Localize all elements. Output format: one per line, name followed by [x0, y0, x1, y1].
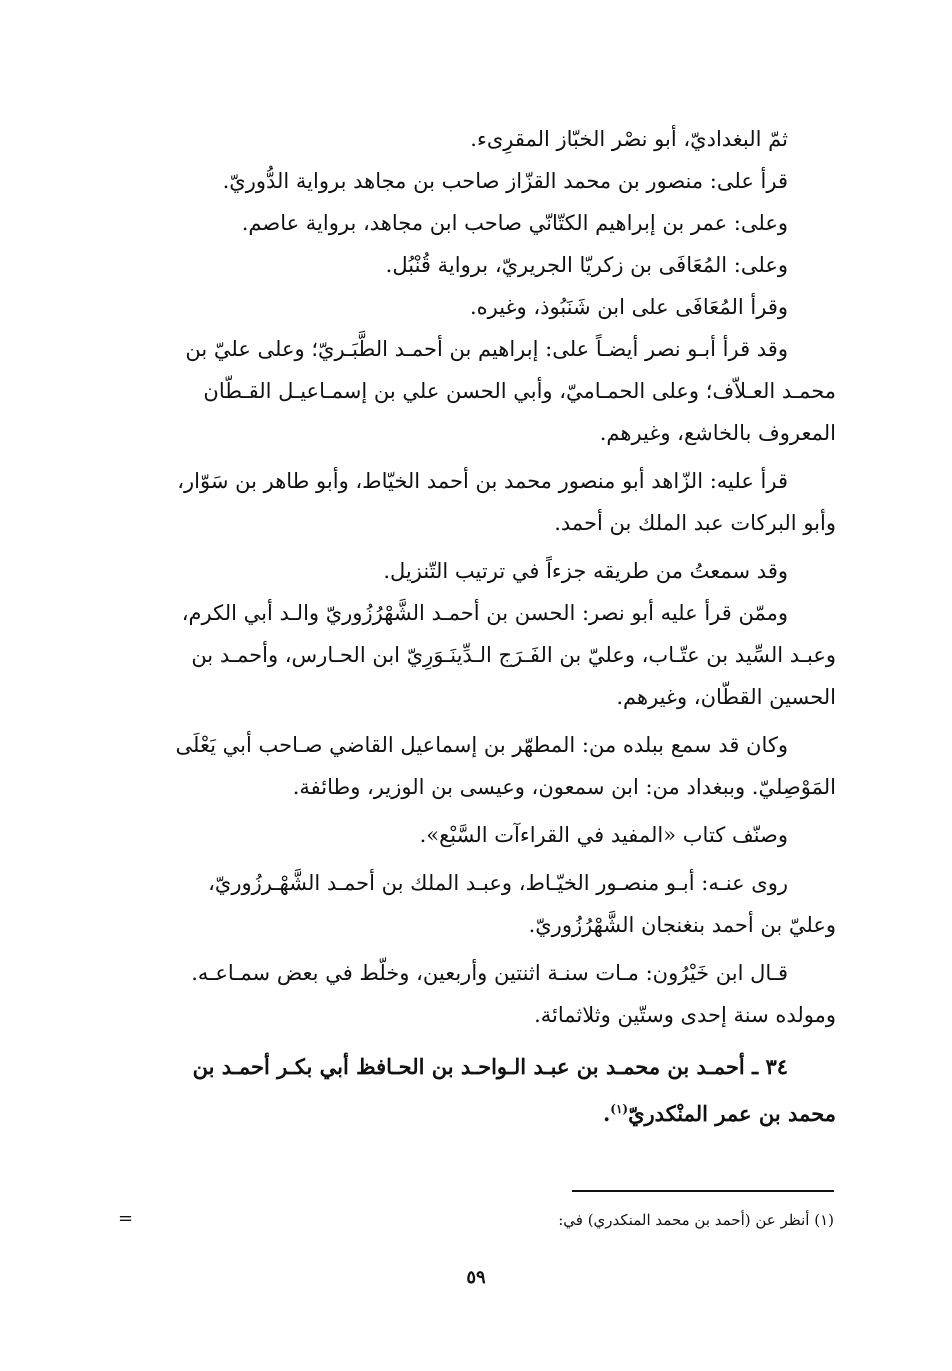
text-line: وأبو البركات عبد الملك بن أحمد. [554, 511, 836, 535]
footnote-reference: (١) [610, 1102, 629, 1116]
text-line: وعلى: المُعَافَى بن زكريّا الجريريّ، برواية قُنْبُل. [385, 253, 788, 277]
text-line: وكان قد سمع ببلده من: المطهّر بن إسماعيل القاضي صـاحب أبي يَعْلَى [175, 733, 788, 757]
text-line: المعروف بالخاشع، وغيرهم. [599, 421, 836, 445]
entry-heading: ٣٤ ـ أحمـد بن محمـد بن عبـد الـواحـد بن الحـافظ أبي بكـر أحمـد بن [192, 1054, 788, 1079]
text-line: الحسين القطّان، وغيرهم. [616, 685, 836, 709]
footnote-continuation-mark: = [118, 1208, 134, 1229]
main-text [120, 118, 836, 1135]
page-number: ٥٩ [466, 1267, 486, 1288]
text-line: روى عنـه: أبـو منصـور الخيّـاط، وعبـد الملك بن أحمـد الشَّهْـرزُوريّ، [208, 871, 788, 895]
text-line: وقد سمعتُ من طريقه جزءاً في ترتيب التّنزيل. [383, 559, 788, 583]
text-line: قـال ابن خَيْرُون: مـات سنـة اثنتين وأربعين، وخلّط في بعض سمـاعـه. [191, 961, 788, 985]
text-line: محمـد العـلاّف؛ وعلى الحمـاميّ، وأبي الحسن علي بن إسمـاعيـل القـطّان [203, 379, 836, 403]
entry-heading-text: محمد بن عمر المنْكدريّ [628, 1101, 836, 1126]
footnote-divider [572, 1190, 834, 1192]
text-line: وقرأ المُعَافَى على ابن شَنَبُوذ، وغيره. [469, 295, 788, 319]
footnote: (١) أنظر عن (أحمد بن محمد المنكدري) في: [558, 1211, 834, 1229]
text-line: وعلى: عمر بن إبراهيم الكتّانّي صاحب ابن مجاهد، برواية عاصم. [241, 211, 788, 235]
entry-heading-end: . [602, 1101, 611, 1126]
text-line: قرأ عليه: الزّاهد أبو منصور محمد بن أحمد الخيّاط، وأبو طاهر بن سَوّار، [177, 469, 788, 493]
text-line: قرأ على: منصور بن محمد القزّاز صاحب بن مجاهد برواية الدُّوريّ. [222, 169, 788, 193]
text-line: وصنّف كتاب «المفيد في القراءآت السَّبْع». [419, 823, 788, 847]
text-line: وقد قرأ أبـو نصر أيضـاً على: إبراهيم بن أحمـد الطَّبَـريّ؛ وعلى عليّ بن [185, 337, 788, 361]
text-line: وعبـد السِّيد بن عتّـاب، وعليّ بن الفَـرَج الـدِّينَـوَرِيّ ابن الحـارس، وأحمـد بن [191, 643, 836, 667]
text-line: وممّن قرأ عليه أبو نصر: الحسن بن أحمـد الشَّهْرُزُوريّ والـد أبي الكرم، [181, 601, 788, 625]
text-line: ثمّ البغداديّ، أبو نصْر الخبّاز المقرِىء. [470, 127, 788, 151]
text-line: وعليّ بن أحمد بنغنجان الشَّهْرُزُوريّ. [528, 913, 836, 937]
entry-heading-continued [120, 1088, 836, 1135]
text-line: المَوْصِليّ. وببغداد من: ابن سمعون، وعيسى بن الوزير، وطائفة. [292, 775, 836, 799]
text-line: ومولده سنة إحدى وستّين وثلاثمائة. [534, 1003, 836, 1027]
